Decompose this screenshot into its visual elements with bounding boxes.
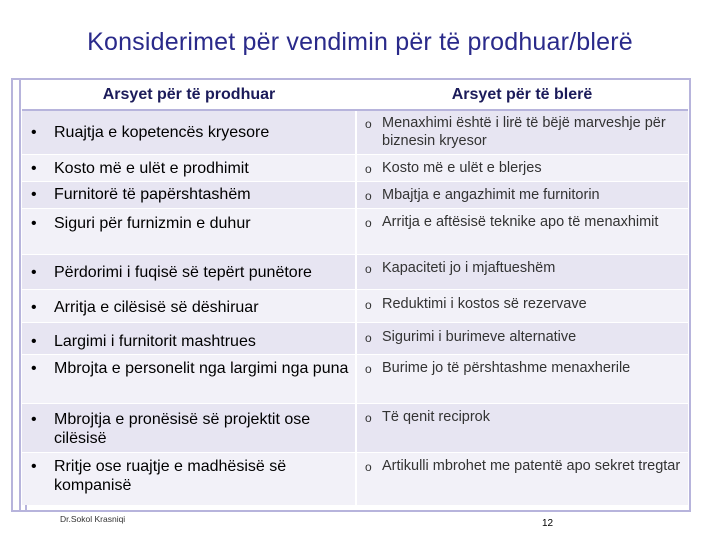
buy-cell [356, 289, 688, 322]
bullet-icon: • [31, 332, 37, 350]
bullet-icon: • [31, 457, 37, 475]
circle-bullet-icon: o [365, 188, 372, 203]
table-row [22, 403, 688, 452]
bullet-icon: • [31, 359, 37, 377]
buy-cell [356, 452, 688, 505]
buy-reason: Reduktimi i kostos së rezervave [382, 295, 587, 312]
circle-bullet-icon: o [365, 459, 372, 474]
make-reason: Mbrojtja e pronësisë së projektit ose cilësisë [54, 410, 311, 447]
header-make: Arsyet për të prodhuar [22, 80, 356, 110]
table-row [22, 154, 688, 181]
circle-bullet-icon: o [365, 297, 372, 312]
buy-cell [356, 154, 688, 181]
make-cell [22, 181, 356, 208]
table-row [22, 289, 688, 322]
buy-reason: Menaxhimi është i lirë të bëjë marveshje për biznesin kryesor [382, 115, 666, 149]
author-credit: Dr.Sokol Krasniqi [60, 514, 126, 524]
header-buy: Arsyet për të blerë [356, 80, 688, 110]
table-row [22, 322, 688, 354]
make-reason: Arritja e cilësisë së dëshiruar [54, 298, 259, 316]
make-reason: Përdorimi i fuqisë së tepërt punëtore [54, 263, 312, 281]
table-row [22, 254, 688, 289]
buy-reason: Sigurimi i burimeve alternative [382, 328, 577, 345]
buy-reason: Burime jo të përshtashme menaxherile [382, 359, 631, 376]
bullet-icon: • [31, 124, 37, 141]
buy-reason: Mbajtja e angazhimit me furnitorin [382, 186, 600, 203]
make-cell [22, 208, 356, 254]
make-reason: Ruajtja e kopetencës kryesore [54, 124, 270, 141]
circle-bullet-icon: o [365, 161, 372, 176]
table-row [22, 110, 688, 154]
make-reason: Kosto më e ulët e prodhimit [54, 159, 249, 177]
buy-cell [356, 322, 688, 354]
bullet-icon: • [31, 214, 37, 232]
buy-reason: Të qenit reciprok [382, 408, 490, 425]
circle-bullet-icon: o [365, 410, 372, 425]
buy-cell [356, 254, 688, 289]
bullet-icon: • [31, 298, 37, 316]
make-cell [22, 452, 356, 505]
make-cell [22, 403, 356, 452]
table-row [22, 452, 688, 505]
bullet-icon: • [31, 185, 37, 203]
reasons-table [22, 80, 688, 505]
circle-bullet-icon: o [365, 361, 372, 376]
circle-bullet-icon: o [365, 330, 372, 345]
table-row [22, 208, 688, 254]
table-row [22, 354, 688, 403]
buy-cell [356, 110, 688, 154]
buy-cell [356, 181, 688, 208]
make-reason: Largimi i furnitorit mashtrues [54, 332, 256, 350]
bullet-icon: • [31, 159, 37, 177]
buy-cell [356, 403, 688, 452]
make-cell [22, 154, 356, 181]
make-cell [22, 289, 356, 322]
buy-cell [356, 354, 688, 403]
make-reason: Mbrojta e personelit nga largimi nga puna [54, 359, 349, 377]
make-cell [22, 254, 356, 289]
buy-reason: Artikulli mbrohet me patentë apo sekret tregtar [382, 457, 681, 474]
table-row [22, 181, 688, 208]
bullet-icon: • [31, 410, 37, 428]
slide-title: Konsiderimet për vendimin për të prodhuar/blerë [87, 28, 633, 56]
make-reason: Siguri për furnizmin e duhur [54, 214, 251, 232]
make-cell [22, 110, 356, 154]
make-reason: Rritje ose ruajtje e madhësisë së kompanisë [54, 457, 287, 494]
table-header-row [22, 80, 688, 110]
make-reason: Furnitorë të papërshtashëm [54, 185, 251, 203]
buy-cell [356, 208, 688, 254]
circle-bullet-icon: o [365, 261, 372, 276]
make-cell [22, 322, 356, 354]
circle-bullet-icon: o [365, 117, 372, 131]
page-number: 12 [542, 518, 554, 529]
buy-reason: Arritja e aftësisë teknike apo të menaxhimit [382, 213, 659, 230]
bullet-icon: • [31, 263, 37, 281]
buy-reason: Kapaciteti jo i mjaftueshëm [382, 259, 556, 276]
circle-bullet-icon: o [365, 215, 372, 230]
make-cell [22, 354, 356, 403]
buy-reason: Kosto më e ulët e blerjes [382, 159, 542, 176]
